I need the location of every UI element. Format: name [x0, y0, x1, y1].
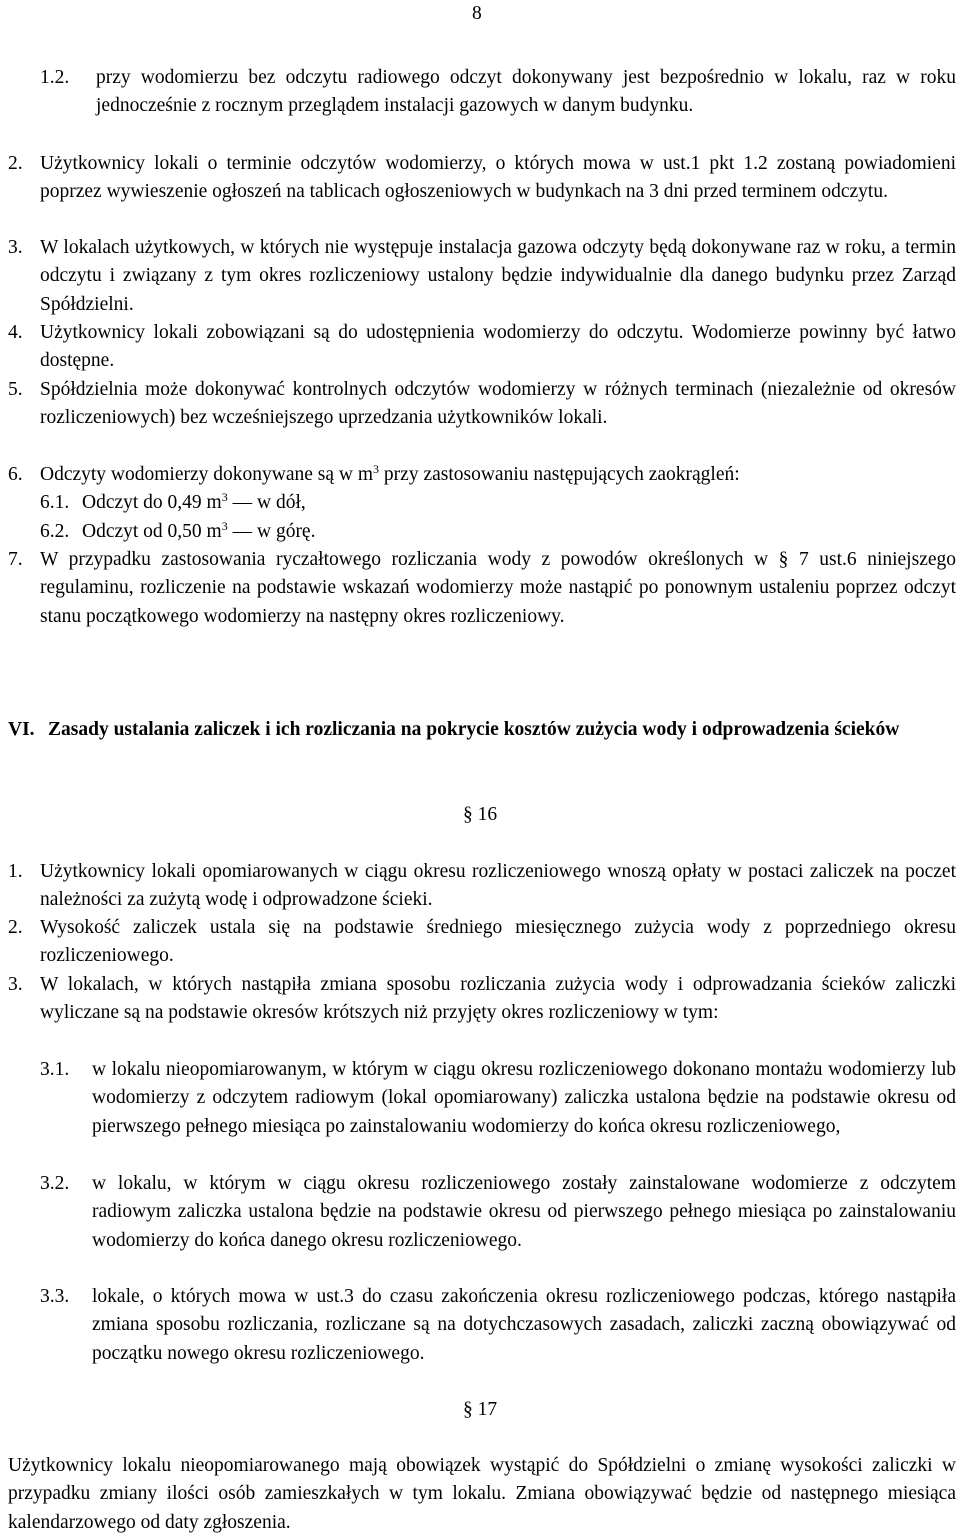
item-number: 3.2. — [40, 1173, 70, 1194]
list-item-3 — [0, 234, 960, 319]
item-number: 5. — [8, 379, 23, 400]
item-number: 6.1. — [40, 492, 70, 513]
item-text: Odczyt do 0,49 $m^3$ — w dół, — [82, 490, 306, 513]
item-number: 3. — [8, 974, 23, 995]
list-item-6-1 — [0, 489, 960, 517]
list-item-s3-1 — [0, 1056, 960, 1141]
page-number-text: 8 — [472, 3, 482, 24]
item-text: W przypadku zastosowania ryczałtowego rozliczania wody z powodów określonych w § 7 ust.6 niniejszego regulaminu, rozliczenie na podstawie wskazań wodomierzy może nastąpić po ponownym ustaleniu poprzez odczyt stanu początkowego wodomierzy na następny okres rozliczeniowy. — [40, 549, 956, 627]
list-item-2 — [0, 150, 960, 207]
list-item-7 — [0, 546, 960, 631]
item-text: W lokalach użytkowych, w których nie występuje instalacja gazowa odczyty będą dokonywane raz w roku, a termin odczytu i związany z tym okres rozliczeniowy ustalony będzie indywidualnie dla danego budynku przez Zarząd Spółdzielni. — [40, 237, 956, 315]
section-heading — [0, 716, 960, 744]
list-item-s2 — [0, 914, 960, 971]
item-number: 3. — [8, 237, 23, 258]
item-text: Użytkownicy lokali zobowiązani są do udostępnienia wodomierzy do odczytu. Wodomierze powinny być łatwo dostępne. — [40, 322, 956, 372]
item-text: w lokalu, w którym w ciągu okresu rozliczeniowego zostały zainstalowane wodomierze z odczytem radiowym zaliczka ustalona będzie na podstawie okresu od pierwszego pełnego miesiąca po zainstalowaniu wodomierzy do końca danego okresu rozliczeniowego. — [92, 1173, 956, 1251]
list-item-s3-2 — [0, 1170, 960, 1255]
paragraph-number: § 17 — [462, 1399, 498, 1420]
item-number: 2. — [8, 917, 23, 938]
item-number: 1.2. — [40, 67, 70, 88]
item-number: 4. — [8, 322, 23, 343]
paragraph-text: Użytkownicy lokalu nieopomiarowanego mają obowiązek wystąpić do Spółdzielni o zmianę wysokości zaliczki w przypadku zmiany ilości osób zamieszkałych w tym lokalu. Zmiana obowiązywać będzie od następnego miesiąca kalendarzowego od daty zgłoszenia. — [8, 1455, 956, 1533]
item-number: 7. — [8, 549, 23, 570]
item-text: W lokalach, w których nastąpiła zmiana sposobu rozliczania zużycia wody i odprowadzania ścieków zaliczki wyliczane są na podstawie okresów krótszych niż przyjęty okres rozliczeniowy w tym: — [40, 974, 956, 1024]
item-text: Spółdzielnia może dokonywać kontrolnych odczytów wodomierzy w różnych terminach (niezależnie od okresów rozliczeniowych) bez wcześniejszego uprzedzania użytkowników lokali. — [40, 379, 956, 429]
item-text: Użytkownicy lokali o terminie odczytów wodomierzy, o których mowa w ust.1 pkt 1.2 zostaną powiadomieni poprzez wywieszenie ogłoszeń na tablicach ogłoszeniowych w budynkach na 3 dni przed terminem odczytu. — [40, 153, 956, 203]
item-text: Wysokość zaliczek ustala się na podstawie średniego miesięcznego zużycia wody z poprzedniego okresu rozliczeniowego. — [40, 917, 956, 967]
item-text: przy wodomierzu bez odczytu radiowego odczyt dokonywany jest bezpośrednio w lokalu, raz w roku jednocześnie z rocznym przeglądem instalacji gazowych w danym budynku. — [96, 67, 956, 117]
item-text: Odczyt od 0,50 $m^3$ — w górę. — [82, 519, 316, 542]
section-number: VI. — [8, 719, 35, 740]
item-number: 6. — [8, 464, 23, 485]
list-item-s3-3 — [0, 1283, 960, 1368]
list-item-1-2 — [0, 64, 960, 121]
item-number: 2. — [8, 153, 23, 174]
list-item-s3 — [0, 971, 960, 1028]
item-text: lokale, o których mowa w ust.3 do czasu zakończenia okresu rozliczeniowego podczas, którego nastąpiła zmiana sposobu rozliczania, rozliczane są na dotychczasowych zasadach, zaliczki zaczną obowiązywać od początku nowego okresu rozliczeniowego. — [92, 1286, 956, 1364]
section-title: Zasady ustalania zaliczek i ich rozliczania na pokrycie kosztów zużycia wody i odprowadzenia ścieków — [48, 719, 900, 740]
item-number: 6.2. — [40, 521, 70, 542]
list-item-6 — [0, 461, 960, 489]
item-text: Użytkownicy lokali opomiarowanych w ciągu okresu rozliczeniowego wnoszą opłaty w postaci zaliczek na poczet należności za zużytą wodę i odprowadzone ścieki. — [40, 861, 956, 911]
item-number: 3.3. — [40, 1286, 70, 1307]
item-text: w lokalu nieopomiarowanym, w którym w ciągu okresu rozliczeniowego dokonano montażu wodomierzy lub wodomierzy z odczytem radiowym (lokal opomiarowany) zaliczka ustalona będzie na podstawie okresu od pierwszego pełnego miesiąca po zainstalowaniu wodomierzy do końca okresu rozliczeniowego, — [92, 1059, 956, 1137]
list-item-5 — [0, 376, 960, 433]
paragraph-number: § 16 — [462, 804, 498, 825]
list-item-s1 — [0, 858, 960, 915]
page-number — [472, 0, 482, 28]
list-item-4 — [0, 319, 960, 376]
paragraph-sign-16 — [0, 801, 960, 829]
item-number: 1. — [8, 861, 23, 882]
paragraph-sign-17 — [0, 1396, 960, 1424]
paragraph-17-text — [0, 1452, 960, 1537]
item-text: Odczyty wodomierzy dokonywane są w $m^3$ przy zastosowaniu następujących zaokrągleń: — [40, 462, 740, 485]
item-number: 3.1. — [40, 1059, 70, 1080]
list-item-6-2 — [0, 518, 960, 546]
